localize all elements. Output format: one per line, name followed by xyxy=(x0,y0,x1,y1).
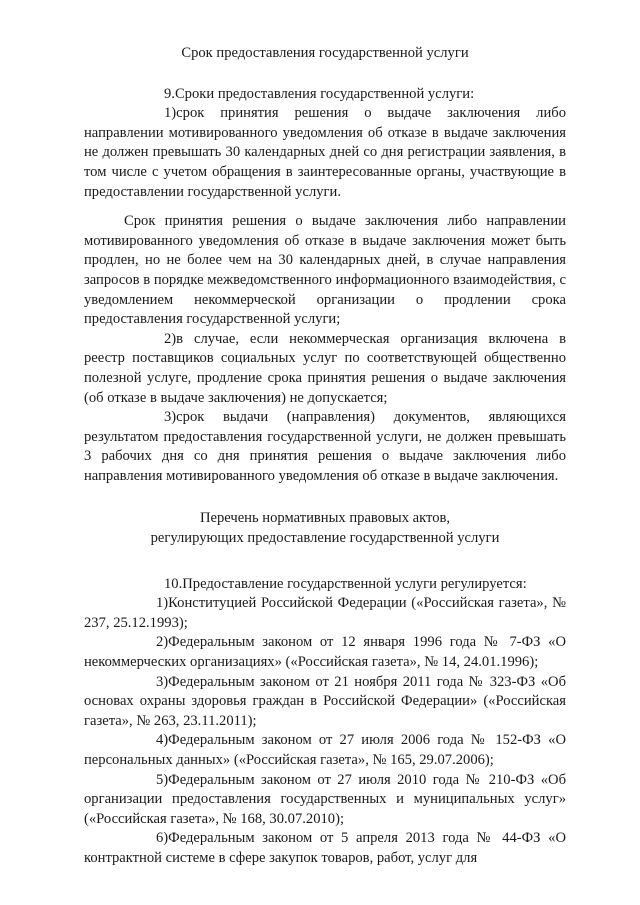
paragraph-number: 9. xyxy=(164,85,175,102)
section-title-legal-acts xyxy=(84,509,566,548)
list-item-3 xyxy=(84,408,566,486)
list-item-2 xyxy=(84,330,566,408)
act-item-2 xyxy=(84,633,566,672)
item-number: 5) xyxy=(156,771,169,788)
item-text: в случае, если некоммерческая организация включена в реестр поставщиков социальных услуг по соответствующей общественно полезной услуге, продление срока принятия решения о выдаче заключения (об отказе в выдаче заключения) не допускается; xyxy=(84,330,566,406)
act-item-4 xyxy=(84,731,566,770)
item-text: срок выдачи (направления) документов, являющихся результатом предоставления государственной услуги, не должен превышать 3 рабочих дня со дня принятия решения о выдаче заключения либо направления мотивированного уведомления об отказе в выдаче заключения. xyxy=(84,409,566,484)
act-item-5 xyxy=(84,771,566,830)
paragraph-text: Предоставление государственной услуги регулируется: xyxy=(182,575,527,592)
item-number: 1) xyxy=(156,595,169,612)
paragraph-extension: Срок принятия решения о выдаче заключения либо направлении мотивированного уведомления об отказе в выдаче заключения может быть продлен, но не более чем на 30 календарных дней, в случае направления запросов в порядке межведомственного информационного взаимодействия, с уведомлением некоммерческой организации о продлении срока предоставления государственной услуги; xyxy=(84,213,566,328)
item-text: Конституцией Российской Федерации («Российская газета», № 237, 25.12.1993); xyxy=(84,595,566,631)
act-item-3 xyxy=(84,673,566,732)
item-number: 4) xyxy=(156,732,169,749)
item-text: Федеральным законом от 27 июля 2006 года № 152-ФЗ «О персональных данных» («Российская газета», № 165, 29.07.2006); xyxy=(84,732,566,768)
item-number: 3) xyxy=(156,673,169,690)
paragraph-text: Сроки предоставления государственной услуги: xyxy=(174,85,475,102)
item-number: 2) xyxy=(164,330,177,347)
act-item-6 xyxy=(84,829,566,868)
section-title-line-1: Перечень нормативных правовых актов, xyxy=(199,510,451,527)
item-number: 1) xyxy=(164,105,177,122)
paragraph-9 xyxy=(84,85,566,105)
item-text: срок принятия решения о выдаче заключения либо направлении мотивированного уведомления об отказе в выдаче заключения не должен превышать 30 календарных дней со дня регистрации заявления, в том числе с учетом обращения в заинтересованные органы, участвующие в предоставлении государственной услуги. xyxy=(84,105,566,200)
item-text: Федеральным законом от 5 апреля 2013 года № 44-ФЗ «О контрактной системе в сфере закупок товаров, работ, услуг для xyxy=(84,830,566,866)
section-title-line-2: регулирующих предоставление государственной услуги xyxy=(150,530,500,547)
section-title-deadline: Срок предоставления государственной услуги xyxy=(181,45,469,61)
paragraph-10 xyxy=(84,575,566,595)
item-text: Федеральным законом от 27 июля 2010 года № 210-ФЗ «Об организации предоставления государственных и муниципальных услуг» («Российская газета», № 168, 30.07.2010); xyxy=(84,771,566,827)
act-item-1 xyxy=(84,594,566,633)
item-text: Федеральным законом от 12 января 1996 года № 7-ФЗ «О некоммерческих организациях» («Российская газета», № 14, 24.01.1996); xyxy=(84,634,566,671)
list-item-1 xyxy=(84,104,566,202)
item-number: 2) xyxy=(156,634,169,651)
item-number: 3) xyxy=(164,409,177,426)
item-text: Федеральным законом от 21 ноября 2011 года № 323-ФЗ «Об основах охраны здоровья граждан в Российской Федерации» («Российская газета», № 263, 23.11.2011); xyxy=(84,673,566,729)
item-number: 6) xyxy=(156,830,169,847)
paragraph-number: 10. xyxy=(164,575,183,592)
